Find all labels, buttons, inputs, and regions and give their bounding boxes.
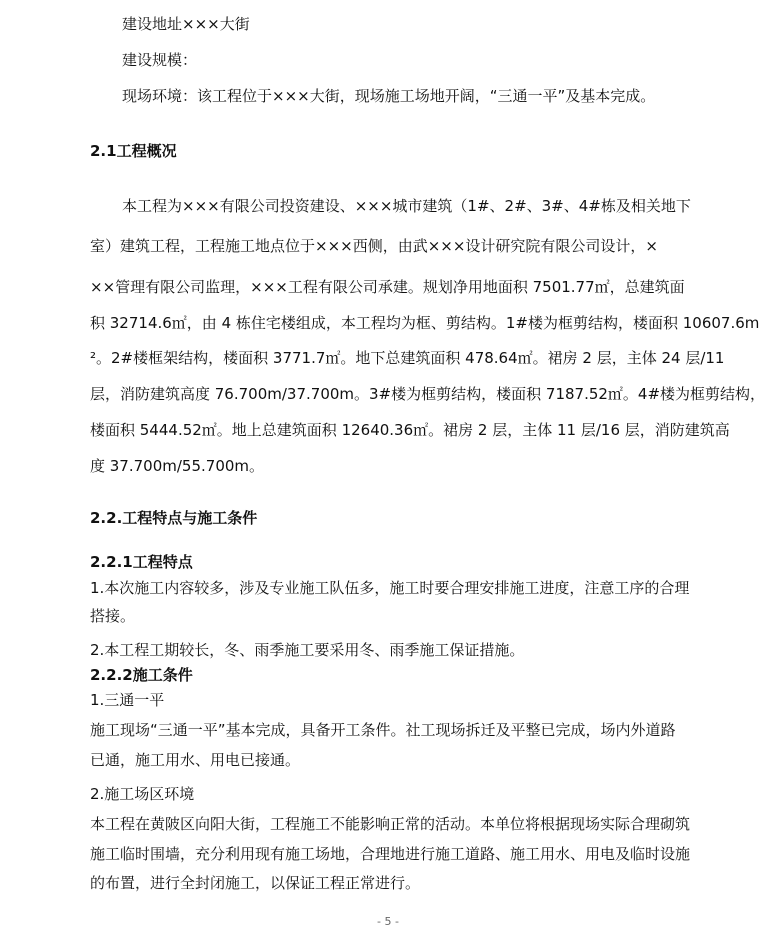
page-number: - 5 - bbox=[377, 915, 399, 928]
subsection-heading-2-2-1: 2.2.1工程特点 bbox=[90, 553, 193, 571]
section-heading-2-1: 2.1工程概况 bbox=[90, 142, 177, 160]
feature-line: 2.本工程工期较长，冬、雨季施工要采用冬、雨季施工保证措施。 bbox=[90, 641, 525, 659]
condition-line: 本工程在黄陂区向阳大街，工程施工不能影响正常的活动。本单位将根据现场实际合理砌筑 bbox=[90, 815, 691, 833]
condition-line: 施工临时围墙，充分利用现有施工场地，合理地进行施工道路、施工用水、用电及临时设施 bbox=[90, 845, 691, 863]
feature-line: 搭接。 bbox=[90, 607, 136, 625]
construction-scale: 建设规模： bbox=[122, 51, 198, 69]
section-heading-2-2: 2.2.工程特点与施工条件 bbox=[90, 509, 258, 527]
condition-line: 1.三通一平 bbox=[90, 691, 165, 709]
subsection-heading-2-2-2: 2.2.2施工条件 bbox=[90, 666, 193, 684]
site-environment: 现场环境：该工程位于×××大街，现场施工场地开阔，“三通一平”及基本完成。 bbox=[122, 87, 656, 105]
overview-line: 度 37.700m/55.700m。 bbox=[90, 457, 265, 475]
overview-line: 本工程为×××有限公司投资建设、×××城市建筑（1#、2#、3#、4#栋及相关地下 bbox=[122, 197, 691, 215]
feature-line: 1.本次施工内容较多，涉及专业施工队伍多，施工时要合理安排施工进度，注意工序的合理 bbox=[90, 579, 690, 597]
overview-line: ²。2#楼框架结构，楼面积 3771.7㎡。地下总建筑面积 478.64㎡。裙房 2 层，主体 24 层/11 bbox=[90, 349, 725, 367]
overview-line: ××管理有限公司监理，×××工程有限公司承建。规划净用地面积 7501.77㎡，总建筑面 bbox=[90, 278, 685, 296]
condition-line: 施工现场“三通一平”基本完成，具备开工条件。社工现场拆迁及平整已完成，场内外道路 bbox=[90, 721, 676, 739]
overview-line: 层，消防建筑高度 76.700m/37.700m。3#楼为框剪结构，楼面积 7187.52㎡。4#楼为框剪结构， bbox=[90, 385, 766, 403]
condition-line: 的布置，进行全封闭施工，以保证工程正常进行。 bbox=[90, 874, 421, 892]
condition-line: 已通，施工用水、用电已接通。 bbox=[90, 751, 301, 769]
construction-address: 建设地址×××大街 bbox=[122, 15, 250, 33]
condition-line: 2.施工场区环境 bbox=[90, 785, 195, 803]
overview-line: 室）建筑工程，工程施工地点位于×××西侧，由武×××设计研究院有限公司设计，× bbox=[90, 237, 658, 255]
overview-line: 楼面积 5444.52㎡。地上总建筑面积 12640.36㎡。裙房 2 层，主体 11 层/16 层，消防建筑高 bbox=[90, 421, 730, 439]
overview-line: 积 32714.6㎡，由 4 栋住宅楼组成，本工程均为框、剪结构。1#楼为框剪结构，楼面积 10607.6m bbox=[90, 314, 760, 332]
